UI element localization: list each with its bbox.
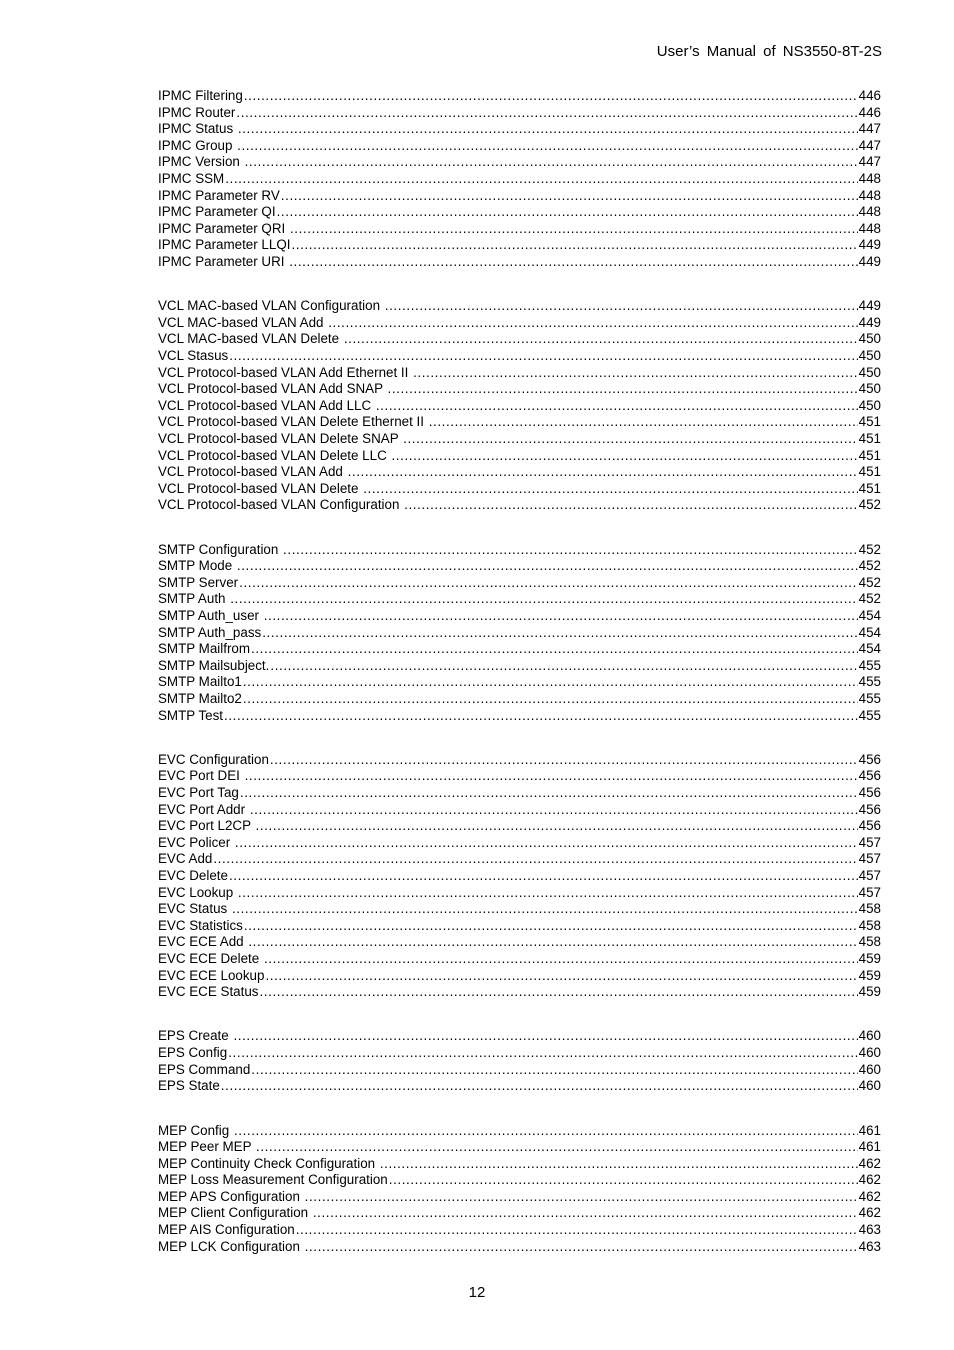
- dot-leader: [262, 625, 857, 642]
- toc-entry-title: VCL Stasus: [158, 348, 229, 363]
- dot-leader: [348, 464, 858, 481]
- toc-section: [158, 752, 881, 1001]
- dot-leader: [240, 785, 858, 802]
- toc-entry-page-number: 463: [858, 1238, 881, 1254]
- toc-entry-title: VCL Protocol-based VLAN Add Ethernet II: [158, 364, 413, 380]
- dot-leader: [245, 768, 858, 785]
- dot-leader: [239, 575, 858, 592]
- dot-leader: [270, 752, 858, 769]
- toc-entry[interactable]: [158, 138, 881, 155]
- toc-entry-title: VCL Protocol-based VLAN Delete SNAP: [158, 430, 403, 446]
- dot-leader: [237, 138, 858, 155]
- toc-entry-title: VCL MAC-based VLAN Add: [158, 314, 328, 330]
- toc-entry[interactable]: [158, 1172, 881, 1189]
- dot-leader: [403, 431, 858, 448]
- toc-entry-page-number: 458: [858, 901, 881, 917]
- toc-entry[interactable]: [158, 1045, 881, 1062]
- toc-entry-title: VCL MAC-based VLAN Delete: [158, 331, 343, 347]
- toc-entry[interactable]: [158, 481, 881, 498]
- dot-leader: [270, 658, 857, 675]
- dot-leader: [363, 481, 857, 498]
- dot-leader: [344, 331, 858, 348]
- toc-entry[interactable]: [158, 885, 881, 902]
- toc-entry-page-number: 448: [858, 187, 881, 203]
- toc-entry-page-number: 450: [858, 348, 881, 363]
- toc-entry-page-number: 449: [858, 314, 881, 330]
- toc-entry[interactable]: [158, 315, 881, 332]
- page-number: 12: [468, 1284, 486, 1301]
- toc-entry-title: EPS Config: [158, 1045, 228, 1061]
- toc-entry-title: EVC Port DEI: [158, 768, 244, 784]
- toc-entry-title: EVC Statistics: [158, 917, 243, 933]
- toc-entry-page-number: 448: [858, 170, 881, 186]
- dot-leader: [213, 851, 857, 868]
- toc-entry-title: EPS Command: [158, 1061, 251, 1077]
- toc-entry-page-number: 449: [858, 253, 881, 269]
- toc-entry[interactable]: [158, 1156, 881, 1173]
- toc-entry[interactable]: [158, 785, 881, 802]
- toc-entry[interactable]: [158, 171, 881, 188]
- toc-entry-title: MEP Client Configuration: [158, 1205, 312, 1221]
- dot-leader: [235, 835, 858, 852]
- toc-entry-title: EVC Policer: [158, 834, 234, 850]
- toc-section: [158, 1028, 881, 1094]
- dot-leader: [234, 1123, 858, 1140]
- toc-entry[interactable]: [158, 542, 881, 559]
- page-header: User’s Manual of NS3550-8T-2S: [656, 43, 882, 60]
- toc-entry[interactable]: [158, 934, 881, 951]
- dot-leader: [289, 254, 857, 271]
- toc-entry-page-number: 452: [858, 541, 881, 557]
- toc-entry[interactable]: [158, 968, 881, 985]
- dot-leader: [413, 365, 858, 382]
- dot-leader: [389, 1172, 858, 1189]
- toc-entry-page-number: 455: [858, 707, 881, 723]
- dot-leader: [251, 641, 858, 658]
- toc-entry-page-number: 447: [858, 154, 881, 170]
- toc-entry-page-number: 452: [858, 497, 881, 513]
- dot-leader: [256, 1139, 858, 1156]
- dot-leader: [243, 674, 858, 691]
- dot-leader: [328, 315, 857, 332]
- dot-leader: [221, 1078, 858, 1095]
- toc-entry-page-number: 462: [858, 1172, 881, 1188]
- toc-entry-page-number: 461: [858, 1139, 881, 1155]
- dot-leader: [265, 968, 857, 985]
- toc-entry[interactable]: [158, 918, 881, 935]
- toc-entry[interactable]: [158, 221, 881, 238]
- dot-leader: [305, 1239, 858, 1256]
- toc-entry-title: MEP Loss Measurement Configuration: [158, 1172, 388, 1188]
- dot-leader: [380, 1156, 858, 1173]
- toc-entry[interactable]: [158, 204, 881, 221]
- toc-entry[interactable]: [158, 1189, 881, 1206]
- toc-entry-page-number: 451: [858, 447, 881, 463]
- toc-entry-page-number: 460: [858, 1045, 881, 1061]
- dot-leader: [283, 542, 858, 559]
- dot-leader: [250, 802, 858, 819]
- dot-leader: [238, 121, 858, 138]
- toc-entry[interactable]: [158, 381, 881, 398]
- toc-entry[interactable]: [158, 868, 881, 885]
- toc-entry-page-number: 459: [858, 950, 881, 966]
- toc-entry[interactable]: [158, 802, 881, 819]
- toc-entry-page-number: 449: [858, 237, 881, 253]
- toc-entry-title: MEP Continuity Check Configuration: [158, 1155, 379, 1171]
- toc-entry[interactable]: [158, 398, 881, 415]
- toc-entry-title: VCL Protocol-based VLAN Delete: [158, 480, 363, 496]
- toc-entry-page-number: 454: [858, 624, 881, 640]
- toc-entry[interactable]: [158, 365, 881, 382]
- dot-leader: [238, 885, 858, 902]
- toc-entry[interactable]: [158, 818, 881, 835]
- toc-entry-title: EVC Delete: [158, 868, 228, 883]
- toc-entry-page-number: 452: [858, 591, 881, 607]
- toc-entry-page-number: 462: [858, 1155, 881, 1171]
- dot-leader: [404, 497, 858, 514]
- toc-entry[interactable]: [158, 1139, 881, 1156]
- toc-entry[interactable]: [158, 575, 881, 592]
- toc-entry-page-number: 450: [858, 381, 881, 397]
- dot-leader: [236, 105, 857, 122]
- toc-entry[interactable]: [158, 254, 881, 271]
- toc-entry[interactable]: [158, 1078, 881, 1095]
- dot-leader: [313, 1205, 858, 1222]
- dot-leader: [244, 88, 858, 105]
- toc-entry-title: MEP AIS Configuration: [158, 1222, 295, 1238]
- toc-entry-page-number: 456: [858, 768, 881, 784]
- toc-entry-page-number: 451: [858, 430, 881, 446]
- toc-entry-title: MEP LCK Configuration: [158, 1238, 304, 1254]
- toc-entry-title: IPMC Parameter URI: [158, 253, 289, 269]
- toc-entry-title: EVC Port Addr: [158, 801, 249, 817]
- toc-entry-page-number: 452: [858, 558, 881, 574]
- toc-entry-page-number: 463: [858, 1222, 881, 1238]
- dot-leader: [233, 1028, 857, 1045]
- toc-entry[interactable]: [158, 608, 881, 625]
- toc-entry-page-number: 462: [858, 1188, 881, 1204]
- dot-leader: [243, 691, 858, 708]
- toc-entry-page-number: 458: [858, 934, 881, 950]
- toc-entry-title: SMTP Mailto2: [158, 690, 242, 706]
- toc-entry-title: VCL Protocol-based VLAN Configuration: [158, 497, 404, 513]
- toc-entry[interactable]: [158, 752, 881, 769]
- toc-entry-page-number: 461: [858, 1122, 881, 1138]
- toc-entry-title: VCL Protocol-based VLAN Add SNAP: [158, 381, 387, 397]
- toc-entry[interactable]: [158, 1239, 881, 1256]
- toc-entry-title: MEP Config: [158, 1122, 233, 1138]
- toc-entry[interactable]: [158, 984, 881, 1001]
- dot-leader: [296, 1222, 858, 1239]
- toc-entry[interactable]: [158, 1028, 881, 1045]
- toc-entry-page-number: 446: [858, 104, 881, 120]
- toc-entry-page-number: 460: [858, 1028, 881, 1044]
- toc-entry-page-number: 458: [858, 917, 881, 933]
- toc-entry-page-number: 450: [858, 397, 881, 413]
- toc-entry-page-number: 447: [858, 121, 881, 137]
- toc-entry-title: IPMC Parameter QI: [158, 204, 276, 220]
- toc-entry-page-number: 451: [858, 464, 881, 480]
- toc-entry-title: IPMC Parameter RV: [158, 187, 280, 203]
- dot-leader: [264, 951, 858, 968]
- dot-leader: [229, 868, 858, 885]
- dot-leader: [245, 154, 858, 171]
- toc-entry-title: SMTP Mailfrom: [158, 641, 251, 657]
- toc-entry-page-number: 456: [858, 751, 881, 767]
- toc-entry[interactable]: [158, 431, 881, 448]
- dot-leader: [429, 414, 858, 431]
- dot-leader: [391, 448, 857, 465]
- toc-section: [158, 298, 881, 514]
- toc-entry-page-number: 457: [858, 868, 881, 883]
- dot-leader: [230, 591, 857, 608]
- toc-entry-title: VCL MAC-based VLAN Configuration: [158, 298, 384, 314]
- toc-entry-page-number: 460: [858, 1078, 881, 1094]
- toc-entry-title: EVC Configuration: [158, 751, 269, 767]
- toc-section: [158, 88, 881, 271]
- toc-entry-page-number: 454: [858, 641, 881, 657]
- dot-leader: [237, 558, 858, 575]
- toc-entry[interactable]: [158, 121, 881, 138]
- toc-entry-page-number: 447: [858, 137, 881, 153]
- toc-entry-page-number: 450: [858, 331, 881, 347]
- table-of-contents: [158, 88, 881, 1283]
- toc-entry-title: VCL Protocol-based VLAN Add: [158, 464, 347, 480]
- toc-entry[interactable]: [158, 154, 881, 171]
- toc-entry-title: EVC ECE Add: [158, 934, 248, 950]
- toc-entry-title: SMTP Auth: [158, 591, 230, 607]
- toc-entry[interactable]: [158, 625, 881, 642]
- toc-entry-title: VCL Protocol-based VLAN Add LLC: [158, 397, 375, 413]
- toc-entry-title: VCL Protocol-based VLAN Delete Ethernet II: [158, 414, 428, 430]
- toc-entry-page-number: 456: [858, 801, 881, 817]
- toc-entry-title: SMTP Test: [158, 707, 223, 723]
- toc-entry[interactable]: [158, 464, 881, 481]
- toc-entry[interactable]: [158, 641, 881, 658]
- toc-entry-title: EVC Add: [158, 851, 213, 867]
- toc-entry[interactable]: [158, 835, 881, 852]
- toc-entry-page-number: 457: [858, 884, 881, 900]
- toc-entry-title: SMTP Mode: [158, 558, 236, 574]
- toc-entry-title: EVC ECE Status: [158, 984, 259, 1000]
- toc-entry[interactable]: [158, 591, 881, 608]
- dot-leader: [385, 298, 858, 315]
- toc-entry[interactable]: [158, 658, 881, 675]
- toc-entry-title: EVC Port Tag: [158, 785, 239, 801]
- dot-leader: [291, 237, 857, 254]
- toc-entry[interactable]: [158, 237, 881, 254]
- toc-entry-title: MEP APS Configuration: [158, 1188, 304, 1204]
- toc-entry-page-number: 449: [858, 298, 881, 314]
- toc-entry-page-number: 451: [858, 414, 881, 430]
- toc-entry[interactable]: [158, 88, 881, 105]
- dot-leader: [264, 608, 858, 625]
- toc-entry-title: IPMC SSM: [158, 170, 225, 186]
- toc-entry[interactable]: [158, 851, 881, 868]
- toc-entry-page-number: 455: [858, 657, 881, 673]
- toc-section: [158, 542, 881, 725]
- dot-leader: [277, 204, 858, 221]
- toc-entry-title: SMTP Mailto1: [158, 674, 242, 690]
- toc-entry-page-number: 448: [858, 220, 881, 236]
- toc-entry-title: EVC ECE Delete: [158, 950, 263, 966]
- toc-entry-title: IPMC Filtering: [158, 88, 243, 103]
- toc-entry-title: EVC Lookup: [158, 884, 237, 900]
- toc-section: [158, 1123, 881, 1256]
- toc-entry-title: SMTP Server: [158, 574, 239, 590]
- dot-leader: [259, 984, 857, 1001]
- toc-entry[interactable]: [158, 768, 881, 785]
- dot-leader: [376, 398, 858, 415]
- toc-entry[interactable]: [158, 448, 881, 465]
- toc-entry[interactable]: [158, 348, 881, 365]
- toc-entry[interactable]: [158, 298, 881, 315]
- toc-entry-title: IPMC Router: [158, 104, 236, 120]
- toc-entry-title: VCL Protocol-based VLAN Delete LLC: [158, 447, 391, 463]
- dot-leader: [248, 934, 857, 951]
- dot-leader: [244, 918, 858, 935]
- dot-leader: [251, 1062, 857, 1079]
- toc-entry-page-number: 448: [858, 204, 881, 220]
- toc-entry-page-number: 451: [858, 480, 881, 496]
- toc-entry-page-number: 462: [858, 1205, 881, 1221]
- dot-leader: [290, 221, 858, 238]
- toc-entry-page-number: 454: [858, 608, 881, 623]
- toc-entry-page-number: 456: [858, 818, 881, 834]
- dot-leader: [229, 348, 857, 365]
- toc-entry-title: MEP Peer MEP: [158, 1139, 255, 1155]
- toc-entry-page-number: 446: [858, 88, 881, 103]
- toc-entry-title: IPMC Group: [158, 137, 237, 153]
- toc-entry-title: EVC Status: [158, 901, 231, 917]
- toc-entry[interactable]: [158, 558, 881, 575]
- toc-entry-title: IPMC Status: [158, 121, 237, 137]
- dot-leader: [305, 1189, 858, 1206]
- toc-entry[interactable]: [158, 497, 881, 514]
- dot-leader: [224, 708, 858, 725]
- toc-entry[interactable]: [158, 331, 881, 348]
- toc-entry-title: IPMC Parameter QRI: [158, 220, 289, 236]
- toc-entry-page-number: 459: [858, 967, 881, 983]
- toc-entry[interactable]: [158, 951, 881, 968]
- toc-entry-page-number: 455: [858, 674, 881, 690]
- toc-entry-page-number: 450: [858, 364, 881, 380]
- toc-entry[interactable]: [158, 1222, 881, 1239]
- dot-leader: [232, 901, 858, 918]
- dot-leader: [228, 1045, 857, 1062]
- toc-entry-title: EPS State: [158, 1078, 220, 1094]
- toc-entry-title: EPS Create: [158, 1028, 233, 1044]
- toc-entry[interactable]: [158, 901, 881, 918]
- toc-entry-title: SMTP Configuration: [158, 541, 283, 557]
- toc-entry[interactable]: [158, 1123, 881, 1140]
- toc-entry[interactable]: [158, 1205, 881, 1222]
- toc-entry-page-number: 457: [858, 851, 881, 867]
- toc-entry-page-number: 460: [858, 1061, 881, 1077]
- toc-entry-page-number: 457: [858, 834, 881, 850]
- toc-entry-title: SMTP Auth_user: [158, 608, 263, 623]
- toc-entry[interactable]: [158, 188, 881, 205]
- toc-entry-page-number: 455: [858, 690, 881, 706]
- dot-leader: [281, 188, 858, 205]
- dot-leader: [225, 171, 857, 188]
- toc-entry-title: IPMC Parameter LLQI: [158, 237, 291, 253]
- toc-entry[interactable]: [158, 674, 881, 691]
- toc-entry-page-number: 456: [858, 785, 881, 801]
- toc-entry[interactable]: [158, 414, 881, 431]
- toc-entry[interactable]: [158, 1062, 881, 1079]
- toc-entry-page-number: 452: [858, 574, 881, 590]
- dot-leader: [256, 818, 858, 835]
- toc-entry[interactable]: [158, 691, 881, 708]
- toc-entry[interactable]: [158, 105, 881, 122]
- toc-entry-title: SMTP Mailsubject.: [158, 657, 270, 673]
- toc-entry-page-number: 459: [858, 984, 881, 1000]
- dot-leader: [388, 381, 858, 398]
- toc-entry-title: IPMC Version: [158, 154, 244, 170]
- toc-entry[interactable]: [158, 708, 881, 725]
- toc-entry-title: SMTP Auth_pass: [158, 624, 262, 640]
- toc-entry-title: EVC ECE Lookup: [158, 967, 265, 983]
- toc-entry-title: EVC Port L2CP: [158, 818, 255, 834]
